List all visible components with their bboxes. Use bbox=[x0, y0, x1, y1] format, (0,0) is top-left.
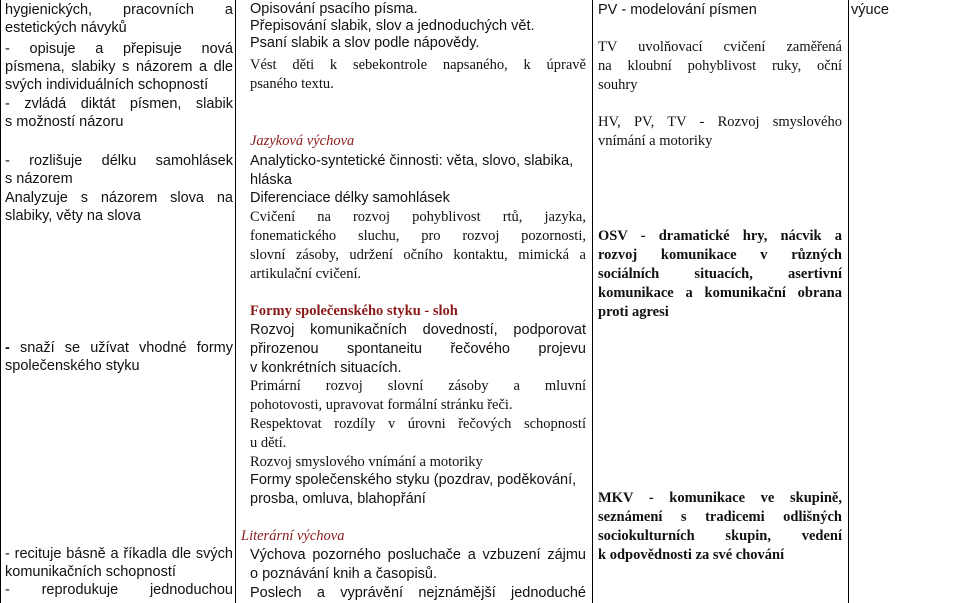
text-line: proti agresi bbox=[598, 304, 669, 320]
content-communication bbox=[250, 321, 586, 378]
text-line: Cvičení na rozvoj pohyblivost rtů, jazyka, bbox=[250, 209, 586, 225]
text-line: s názorem bbox=[5, 171, 73, 187]
text-line: písmena, slabiky s názorem a dle bbox=[5, 59, 233, 75]
text-line: sociálních situacích, asertivní bbox=[598, 266, 842, 282]
text-line: - recituje básně a říkadla dle svých bbox=[5, 546, 233, 562]
text-line: Formy společenského styku (pozdrav, poděkování, bbox=[250, 472, 577, 488]
content-social-forms bbox=[250, 471, 586, 509]
text-line: - reprodukuje jednoduchou bbox=[5, 582, 233, 598]
text-line: psaného textu. bbox=[250, 76, 334, 92]
outcome-hygiene bbox=[5, 1, 233, 37]
text-line: Vést děti k sebekontrole napsaného, k úpravě bbox=[250, 57, 586, 73]
text-line: Výchova pozorného posluchače a vzbuzení zájmu bbox=[250, 547, 586, 563]
text-line: komunikace a komunikační obrana bbox=[598, 285, 842, 301]
content-writing bbox=[250, 1, 586, 52]
text-line: hláska bbox=[250, 172, 292, 188]
content-exercises bbox=[250, 208, 586, 284]
text-line: HV, PV, TV - Rozvoj smyslového bbox=[598, 114, 842, 130]
link-tv bbox=[598, 38, 842, 95]
notes-column bbox=[849, 0, 960, 603]
text-line: o poznávání knih a časopisů. bbox=[250, 566, 438, 582]
text-line: Psaní slabik a slov podle nápovědy. bbox=[250, 35, 480, 51]
text-line bbox=[5, 339, 233, 357]
link-hv-pv-tv bbox=[598, 113, 842, 151]
text-line: hygienických, pracovních a bbox=[5, 2, 233, 18]
content-column bbox=[236, 0, 592, 603]
content-analytic bbox=[250, 152, 586, 190]
crosscurricular-column bbox=[593, 0, 848, 603]
text-line: Analyticko-syntetické činnosti: věta, slovo, slabika, bbox=[250, 153, 574, 169]
text-line: souhry bbox=[598, 77, 638, 93]
note-vyuce: výuce bbox=[851, 2, 889, 18]
text-line: - rozlišuje délku samohlásek bbox=[5, 153, 233, 169]
literarni-vychova-heading: Literární výchova bbox=[241, 528, 345, 544]
text-line: v konkrétních situacích. bbox=[250, 360, 402, 376]
content-vowel-diff: Diferenciace délky samohlásek bbox=[250, 190, 450, 206]
text-line: artikulační cvičení. bbox=[250, 266, 362, 282]
text-fragment: snaží se užívat vhodné formy bbox=[19, 340, 233, 356]
text-line: komunikačních schopností bbox=[5, 564, 176, 580]
outcome-copying bbox=[5, 40, 233, 94]
text-line: Přepisování slabik, slov a jednoduchých vět. bbox=[250, 18, 535, 34]
outcome-vowel-length bbox=[5, 152, 233, 188]
bullet-dash: - bbox=[5, 340, 20, 356]
text-line: slovní zásoby, udržení očního kontaktu, mimická a bbox=[250, 247, 586, 263]
content-literature bbox=[250, 546, 586, 603]
content-self-check bbox=[250, 56, 586, 94]
text-line: s možností názoru bbox=[5, 114, 124, 130]
outcome-social-forms bbox=[5, 339, 233, 375]
formy-styku-heading: Formy společenského styku - sloh bbox=[250, 303, 458, 319]
text-line: seznámení s tradicemi odlišných bbox=[598, 509, 842, 525]
link-mkv bbox=[598, 489, 842, 565]
text-line: u dětí. bbox=[250, 435, 287, 451]
text-line: Rozvoj komunikačních dovedností, podporovat bbox=[250, 322, 586, 338]
text-line: estetických návyků bbox=[5, 20, 127, 36]
outcomes-column bbox=[1, 0, 235, 603]
outcome-recitation bbox=[5, 545, 233, 599]
text-line: vnímání a motoriky bbox=[598, 133, 713, 149]
text-line: na kloubní pohyblivost ruky, oční bbox=[598, 58, 842, 74]
content-differences bbox=[250, 415, 586, 453]
text-line: pohotovosti, upravovat formální stránku řeči. bbox=[250, 397, 513, 413]
outcome-analysis bbox=[5, 189, 233, 225]
link-pv: PV - modelování písmen bbox=[598, 2, 757, 18]
text-line: - opisuje a přepisuje nová bbox=[5, 41, 233, 57]
text-line: přirozenou spontaneitu řečového projevu bbox=[250, 341, 586, 357]
text-line: společenského styku bbox=[5, 358, 140, 374]
text-line: svých individuálních schopností bbox=[5, 77, 209, 93]
text-line: - zvládá diktát písmen, slabik bbox=[5, 96, 233, 112]
text-line: sociokulturních skupin, vedení bbox=[598, 528, 842, 544]
content-senses: Rozvoj smyslového vnímání a motoriky bbox=[250, 454, 483, 470]
text-line: prosba, omluva, blahopřání bbox=[250, 491, 426, 507]
outcome-dictation bbox=[5, 95, 233, 131]
text-line: MKV - komunikace ve skupině, bbox=[598, 490, 842, 506]
text-line: k odpovědnosti za své chování bbox=[598, 547, 785, 563]
content-vocabulary bbox=[250, 377, 586, 415]
text-line: rozvoj komunikace v různých bbox=[598, 247, 842, 263]
text-line: Opisování psacího písma. bbox=[250, 1, 418, 17]
text-line: Analyzuje s názorem slova na bbox=[5, 190, 233, 206]
text-line: Poslech a vyprávění nejznámější jednoduché bbox=[250, 585, 586, 601]
text-line: fonematického sluchu, pro rozvoj pozornosti, bbox=[250, 228, 586, 244]
jazykova-vychova-heading: Jazyková výchova bbox=[250, 133, 355, 149]
text-line: Primární rozvoj slovní zásoby a mluvní bbox=[250, 378, 586, 394]
link-osv bbox=[598, 227, 842, 322]
text-line: Respektovat rozdíly v úrovni řečových schopností bbox=[250, 416, 586, 432]
text-line: TV uvolňovací cvičení zaměřená bbox=[598, 39, 842, 55]
text-line: OSV - dramatické hry, nácvik a bbox=[598, 228, 842, 244]
text-line: slabiky, věty na slova bbox=[5, 208, 141, 224]
